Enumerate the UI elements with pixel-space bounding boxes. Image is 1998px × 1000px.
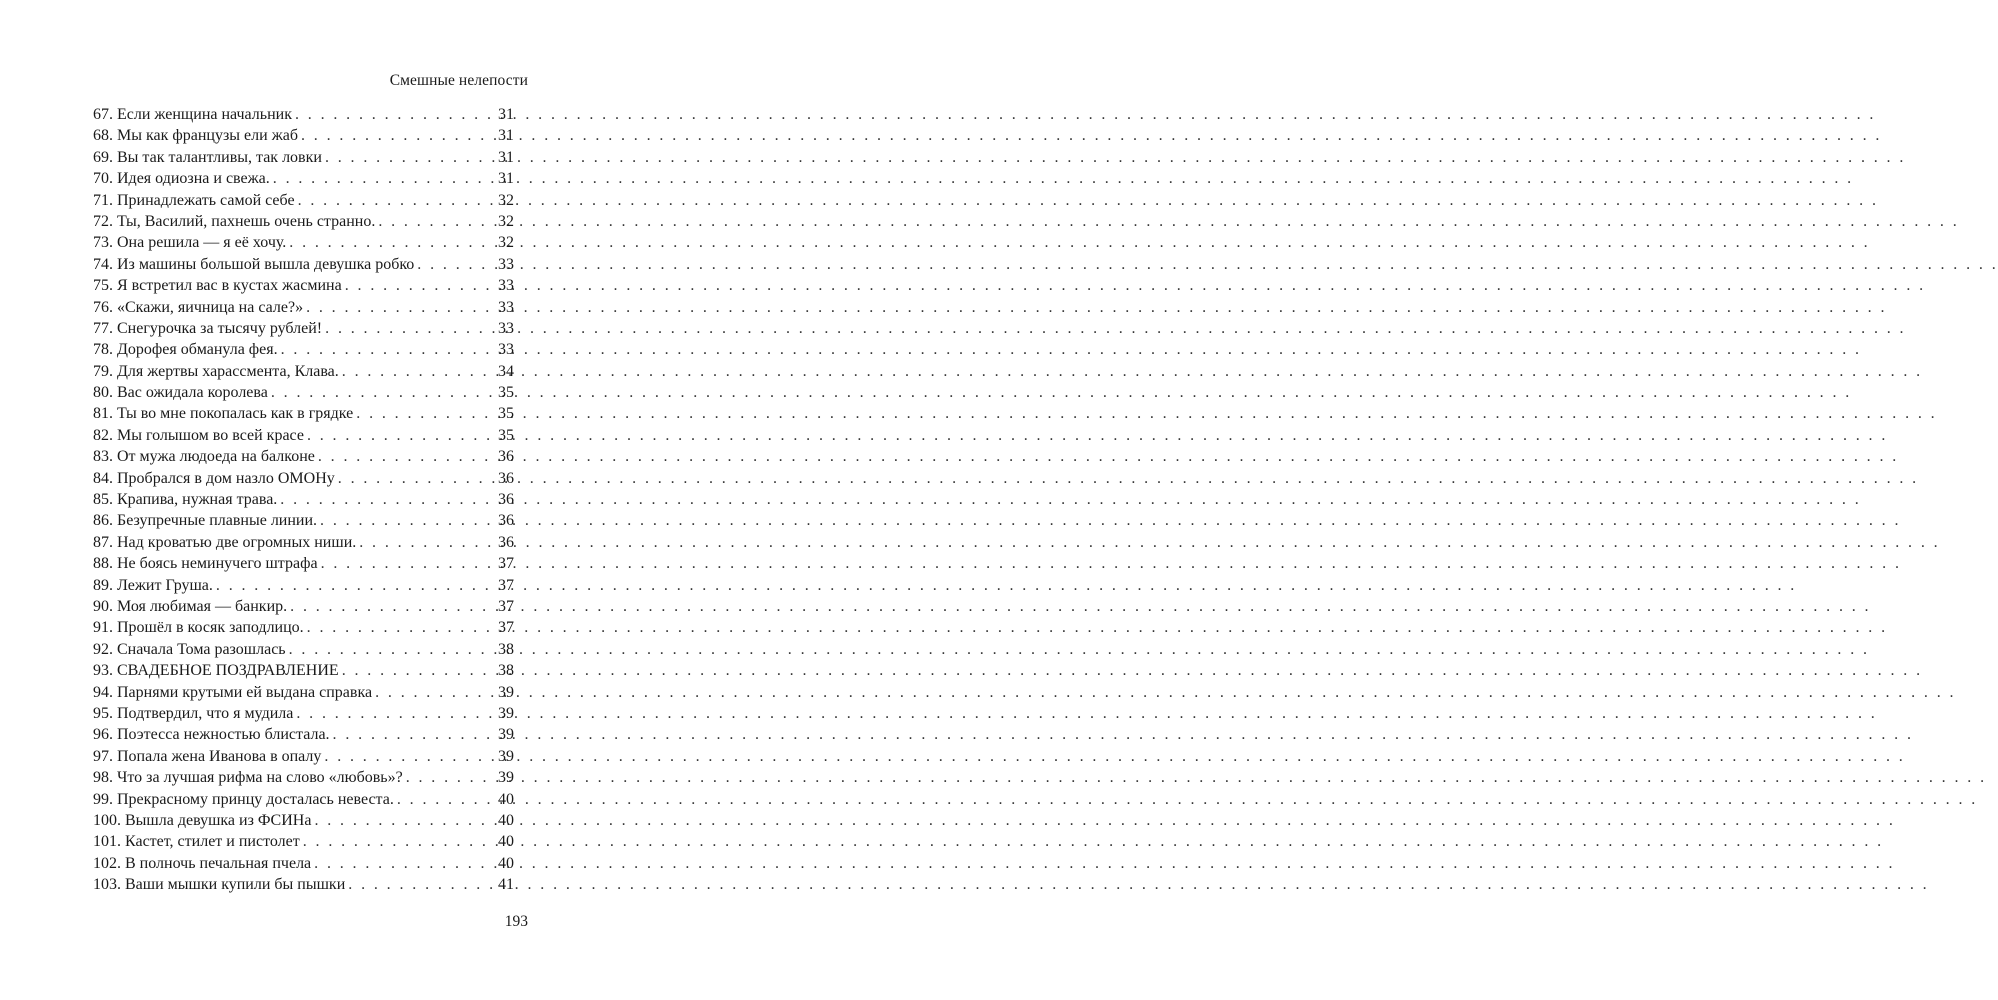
dot-leader: [307, 617, 496, 638]
toc-entry-title: От мужа людоеда на балконе: [117, 448, 315, 466]
toc-entry-number: 88.: [93, 555, 113, 573]
toc-entry-page: 35: [498, 384, 514, 402]
page-number: 193: [504, 913, 528, 930]
toc-entry: [93, 297, 514, 318]
toc-entry-title: Ты, Василий, пахнешь очень странно.: [117, 212, 376, 230]
toc-entry-number: 74.: [93, 255, 113, 273]
toc-entry-page: 33: [498, 341, 514, 359]
toc-entry-page: 39: [498, 769, 514, 787]
toc-entry-page: 39: [498, 726, 514, 744]
toc-entry-page: 33: [498, 277, 514, 295]
toc-entry-number: 70.: [93, 170, 113, 188]
toc-entry-title: Я встретил вас в кустах жасмина: [117, 277, 342, 295]
toc-entry-page: 32: [498, 212, 514, 230]
toc-entry: [93, 874, 514, 895]
toc-entry-title: Подтвердил, что я мудила: [117, 704, 294, 722]
dot-leader: [417, 254, 496, 275]
toc-entry: [93, 382, 514, 403]
dot-leader: [406, 767, 496, 788]
dot-leader: [289, 232, 496, 253]
toc-entry-title: Идея одиозна и свежа.: [117, 170, 270, 188]
toc-entry-title: Принадлежать самой себе: [117, 191, 295, 209]
dot-leader: [397, 789, 496, 810]
toc-entry-title: Вышла девушка из ФСИНа: [125, 811, 312, 829]
dot-leader: [296, 703, 496, 724]
toc-entry: [93, 682, 514, 703]
toc-entry-page: 37: [498, 555, 514, 573]
toc-entry-number: 92.: [93, 640, 113, 658]
toc-entry: [93, 489, 514, 510]
toc-entry-number: 73.: [93, 234, 113, 252]
toc-entry: [93, 403, 514, 424]
toc-entry-number: 94.: [93, 683, 113, 701]
toc-entry-title: Если женщина начальник: [117, 106, 292, 123]
toc-entry: [93, 724, 514, 745]
toc-entry-title: Поэтесса нежностью блистала.: [117, 726, 330, 744]
toc-entry-title: Из машины большой вышла девушка робко: [117, 255, 415, 273]
toc-entry-title: Лежит Груша.: [117, 576, 213, 594]
toc-entry: [93, 339, 514, 360]
dot-leader: [356, 403, 496, 424]
toc-entry-number: 68.: [93, 127, 113, 145]
toc-entry-page: 36: [498, 469, 514, 487]
toc-entry-page: 32: [498, 191, 514, 209]
dot-leader: [289, 639, 496, 660]
dot-leader: [342, 361, 496, 382]
toc-entry-number: 102.: [93, 854, 121, 872]
dot-leader: [378, 211, 496, 232]
toc-entry-number: 86.: [93, 512, 113, 530]
toc-entry: [93, 318, 514, 339]
dot-leader: [314, 853, 496, 874]
toc-entry: [93, 810, 514, 831]
toc-entry-number: 77.: [93, 319, 113, 337]
toc-entry: [93, 361, 514, 382]
toc-entry-number: 75.: [93, 277, 113, 295]
toc-entry-page: 37: [498, 619, 514, 637]
toc-entry-number: 67.: [93, 106, 113, 123]
dot-leader: [359, 532, 496, 553]
toc-entry: [93, 468, 514, 489]
toc-entry-title: Ты во мне покопалась как в грядке: [117, 405, 354, 423]
toc-entry-number: 97.: [93, 747, 113, 765]
dot-leader: [375, 682, 496, 703]
dot-leader: [333, 724, 496, 745]
toc-entry-page: 40: [498, 833, 514, 851]
toc-entry-page: 31: [498, 148, 514, 166]
dot-leader: [325, 318, 496, 339]
toc-entry-title: Вас ожидала королева: [117, 384, 268, 402]
toc-entry-page: 39: [498, 747, 514, 765]
toc-entry-number: 69.: [93, 148, 113, 166]
toc-entry-title: Не боясь неминучего штрафа: [117, 555, 318, 573]
toc-entry: [93, 168, 514, 189]
toc-entry-page: 40: [498, 790, 514, 808]
toc-entry-title: Безупречные плавные линии.: [117, 512, 318, 530]
toc-entry: [93, 190, 514, 211]
dot-leader: [273, 168, 496, 189]
dot-leader: [318, 446, 496, 467]
toc-entry-page: 38: [498, 640, 514, 658]
toc-entry: [93, 532, 514, 553]
dot-leader: [342, 660, 496, 681]
toc-entry-number: 90.: [93, 597, 113, 615]
toc-entry-page: 36: [498, 512, 514, 530]
toc-entry-title: Сначала Тома разошлась: [117, 640, 286, 658]
toc-entry-page: 39: [498, 704, 514, 722]
toc-entry-page: 40: [498, 854, 514, 872]
toc-entry-number: 78.: [93, 341, 113, 359]
dot-leader: [281, 339, 496, 360]
toc-entry-page: 36: [498, 533, 514, 551]
running-title: Смешные нелепости: [389, 72, 528, 89]
toc-entry-page: 36: [498, 448, 514, 466]
toc-entry-title: Ваши мышки купили бы пышки: [125, 876, 346, 894]
dot-leader: [301, 125, 496, 146]
dot-leader: [295, 104, 496, 125]
toc-entry: [93, 767, 514, 788]
toc-entry-page: 31: [498, 106, 514, 123]
toc-entry-page: 32: [498, 234, 514, 252]
toc-entry-number: 100.: [93, 811, 121, 829]
toc-entry-page: 41: [498, 876, 514, 894]
toc-entry-number: 80.: [93, 384, 113, 402]
toc-entry: [93, 746, 514, 767]
toc-entry-number: 93.: [93, 662, 113, 680]
toc-entry-number: 76.: [93, 298, 113, 316]
toc-entry: [93, 553, 514, 574]
toc-entry-title: Моя любимая — банкир.: [117, 597, 288, 615]
toc-entry-title: В полночь печальная пчела: [125, 854, 312, 872]
toc-entry-page: 36: [498, 491, 514, 509]
dot-leader: [348, 874, 496, 895]
toc-entry-number: 98.: [93, 769, 113, 787]
toc-entry-title: Прекрасному принцу досталась невеста.: [117, 790, 394, 808]
toc-entry-page: 38: [498, 662, 514, 680]
dot-leader: [324, 746, 496, 767]
toc-entry-page: 37: [498, 597, 514, 615]
toc-entry: [93, 510, 514, 531]
toc-entry-title: Над кроватью две огромных ниши.: [117, 533, 357, 551]
toc-entry-page: 33: [498, 298, 514, 316]
dot-leader: [307, 425, 496, 446]
toc-entry-number: 82.: [93, 426, 113, 444]
toc-entry-title: Пробрался в дом назло ОМОНу: [117, 469, 335, 487]
toc-entry-title: Снегурочка за тысячу рублей!: [117, 319, 323, 337]
toc-entry-page: 37: [498, 576, 514, 594]
dot-leader: [271, 382, 496, 403]
toc-entry-title: Парнями крутыми ей выдана справка: [117, 683, 373, 701]
toc-entry-page: 39: [498, 683, 514, 701]
toc-entry: [93, 254, 514, 275]
toc-entry-number: 71.: [93, 191, 113, 209]
toc-entry-number: 95.: [93, 704, 113, 722]
toc-entry-number: 79.: [93, 362, 113, 380]
toc-entry: [93, 275, 514, 296]
toc-entry: [93, 831, 514, 852]
toc-entry: [93, 232, 514, 253]
dot-leader: [303, 831, 496, 852]
toc-entry-number: 81.: [93, 405, 113, 423]
toc-entry: [93, 789, 514, 810]
toc-entry-title: Кастет, стилет и пистолет: [125, 833, 300, 851]
toc-entry-title: Мы как французы ели жаб: [117, 127, 298, 145]
dot-leader: [216, 575, 496, 596]
toc-entry: [93, 639, 514, 660]
toc-entry-title: Вы так талантливы, так ловки: [117, 148, 322, 166]
toc-entry: [93, 104, 514, 125]
toc-entry-page: 33: [498, 319, 514, 337]
toc-entry-number: 84.: [93, 469, 113, 487]
toc-entry-number: 83.: [93, 448, 113, 466]
toc-entry: [93, 853, 514, 874]
toc-entry-number: 103.: [93, 876, 121, 894]
toc-entry-title: Попала жена Иванова в опалу: [117, 747, 322, 765]
toc-entry: [93, 425, 514, 446]
toc-entry: [93, 617, 514, 638]
dot-leader: [321, 553, 496, 574]
toc-entry-page: 31: [498, 127, 514, 145]
toc-entry: [93, 147, 514, 168]
toc-entry-number: 72.: [93, 212, 113, 230]
dot-leader: [325, 147, 496, 168]
toc-entry-page: 35: [498, 405, 514, 423]
dot-leader: [280, 489, 496, 510]
toc-entry-number: 99.: [93, 790, 113, 808]
toc-entry-title: Дорофея обманула фея.: [117, 341, 278, 359]
dot-leader: [345, 275, 496, 296]
dot-leader: [314, 810, 496, 831]
dot-leader: [320, 510, 496, 531]
toc-entry-title: Что за лучшая рифма на слово «любовь»?: [117, 769, 403, 787]
dot-leader: [298, 190, 496, 211]
toc-entry: [93, 446, 514, 467]
toc-entry-number: 87.: [93, 533, 113, 551]
toc-entry: [93, 125, 514, 146]
toc-entry-title: СВАДЕБНОЕ ПОЗДРАВЛЕНИЕ: [117, 662, 339, 680]
toc-entry-title: Она решила — я её хочу.: [117, 234, 287, 252]
toc-entry-number: 89.: [93, 576, 113, 594]
toc-entry: [93, 703, 514, 724]
toc-entry-title: Мы голышом во всей красе: [117, 426, 304, 444]
toc-entry-page: 33: [498, 255, 514, 273]
toc-entry-number: 96.: [93, 726, 113, 744]
toc-entry: [93, 575, 514, 596]
toc-entry: [93, 211, 514, 232]
toc-entry-number: 85.: [93, 491, 113, 509]
dot-leader: [290, 596, 496, 617]
dot-leader: [306, 297, 496, 318]
toc-entry-page: 34: [498, 362, 514, 380]
toc-entry-title: Для жертвы харассмента, Клава.: [117, 362, 339, 380]
toc-entry-page: 40: [498, 811, 514, 829]
toc-entry-title: Прошёл в косяк заподлицо.: [117, 619, 304, 637]
toc-entry-page: 35: [498, 426, 514, 444]
toc-entry-title: Крапива, нужная трава.: [117, 491, 278, 509]
toc-entry: [93, 596, 514, 617]
toc-entry-number: 91.: [93, 619, 113, 637]
table-of-contents: [93, 104, 514, 895]
toc-entry-title: «Скажи, яичница на сале?»: [117, 298, 304, 316]
toc-entry: [93, 660, 514, 681]
toc-entry-number: 101.: [93, 833, 121, 851]
toc-entry-page: 31: [498, 170, 514, 188]
dot-leader: [338, 468, 496, 489]
